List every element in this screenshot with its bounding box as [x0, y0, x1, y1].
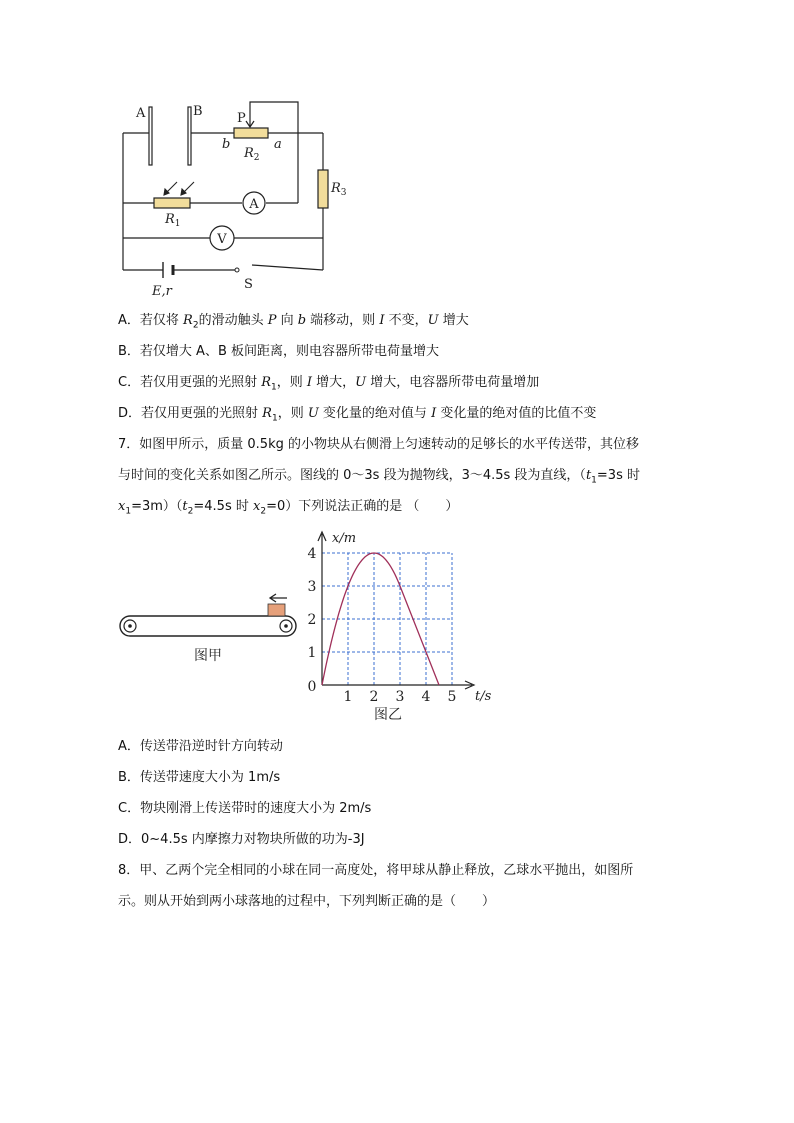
q7-option-b: B．传送带速度大小为 1m/s: [118, 770, 281, 785]
block: [268, 604, 285, 616]
q6-option-c: C．若仅用更强的光照射 $R_1$，则 I 增大，U 增大，电容器所带电荷量增加: [118, 375, 540, 393]
xt-graph: [300, 528, 510, 728]
x-tick-label: 5: [447, 689, 457, 705]
q7-stem-line1: 7．如图甲所示，质量 0.5kg 的小物块从右侧滑上匀速转动的足够长的水平传送带，其位移: [118, 437, 639, 452]
slider-p-label: P: [237, 111, 246, 126]
y-tick-label: 2: [307, 612, 317, 628]
r3-label: $R_3$: [331, 181, 347, 198]
resistor-r2: [234, 128, 268, 138]
capacitor-plate-b: [188, 107, 191, 165]
battery-label: E,r: [152, 284, 172, 299]
x-axis-label: t/s: [475, 689, 492, 704]
belt-body: [120, 616, 296, 636]
plate-a-label: A: [136, 106, 146, 121]
right-pulley-axle: [284, 624, 288, 628]
x-tick-label: 4: [421, 689, 431, 705]
y-tick-label: 4: [307, 546, 317, 562]
r1-label: $R_1$: [165, 212, 181, 229]
slider-arrow: [246, 116, 254, 127]
switch-label: S: [244, 277, 253, 292]
q7-option-c: C．物块刚滑上传送带时的速度大小为 2m/s: [118, 801, 372, 816]
r2-label: $R_2$: [244, 146, 260, 163]
voltmeter-label: V: [217, 232, 227, 247]
tick-labels: [308, 546, 457, 705]
x-tick-label: 3: [395, 689, 405, 705]
resistor-r3: [318, 170, 328, 208]
switch-contact: [235, 268, 239, 272]
plate-b-label: B: [193, 104, 203, 119]
fig-jia-label: 图甲: [194, 648, 222, 664]
ammeter-label: A: [249, 197, 259, 212]
grid-lines: [322, 553, 452, 685]
q6-option-b: B．若仅增大 A、B 板间距离，则电容器所带电荷量增大: [118, 344, 439, 359]
fig-yi-label: 图乙: [374, 707, 402, 723]
q7-stem-line2: 与时间的变化关系如图乙所示。图线的 0～3s 段为抛物线，3～4.5s 段为直线，（$t_1=3s$ 时: [118, 468, 640, 486]
capacitor-plate-a: [149, 107, 152, 165]
q6-option-d: D．若仅用更强的光照射 $R_1$，则 U 变化量的绝对值与 I 变化量的绝对值的比值不变: [118, 406, 597, 424]
axes: [318, 532, 474, 689]
x-tick-label: 1: [343, 689, 353, 705]
light-arrows: [164, 182, 194, 195]
circuit-diagram: [110, 95, 350, 305]
left-pulley-axle: [128, 624, 132, 628]
conveyor-belt-figure: [115, 590, 305, 680]
velocity-arrow: [270, 594, 287, 602]
q8-stem-line2: 示。则从开始到两小球落地的过程中，下列判断正确的是（ ）: [118, 894, 496, 909]
q8-stem-line1: 8．甲、乙两个完全相同的小球在同一高度处，将甲球从静止释放，乙球水平抛出，如图所: [118, 863, 634, 878]
y-tick-label: 1: [307, 645, 317, 661]
q7-option-d: D．0~4.5s 内摩擦力对物块所做的功为-3J: [118, 832, 365, 847]
end-b-label: b: [222, 137, 231, 152]
photoresistor-r1: [154, 198, 190, 208]
y-tick-label: 3: [307, 579, 317, 595]
end-a-label: a: [274, 137, 282, 152]
y-axis-label: x/m: [332, 531, 357, 546]
q7-option-a: A．传送带沿逆时针方向转动: [118, 739, 283, 754]
q6-option-a: A．若仅将 $R_2$的滑动触头 P 向 b 端移动，则 I 不变，U 增大: [118, 313, 469, 331]
origin-label: 0: [307, 679, 317, 695]
x-tick-label: 2: [369, 689, 379, 705]
q7-stem-line3: $x_1=3m)(t_2=4.5s$ 时 $x_2=0$）下列说法正确的是 （ ）: [118, 499, 459, 517]
